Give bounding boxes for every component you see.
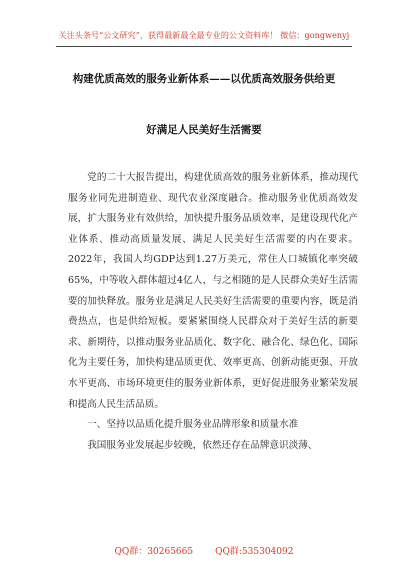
- body-paragraph-intro: 党的二十大报告提出，构建优质高效的服务业新体系，推动现代服务业同先进制造业、现代农业深度融合。推动服务业优质高效发展，扩大服务业有效供给，加快提升服务品质效率，是建设现代化产业体系、推动高质量发展、满足人民美好生活需要的内在要求。2022年，我国人均GDP达到1.27万美元，常住人口城镇化率突破65%，中等收入群体超过4亿人，与之相随的是人民群众美好生活需要的加快释放。服务业是满足人民美好生活需要的重要内容，既是消费热点，也是供给短板。要紧紧围绕人民群众对于美好生活的新要求、新期待，以推动服务业品质化、数字化、融合化、绿色化、国际化为主要任务，加快构建品质更优、效率更高、创新动能更强、开放水平更高、市场环境更佳的服务业新体系，更好促进服务业繁荣发展和提高人民生活品质。: [68, 172, 358, 410]
- header-divider: [56, 46, 352, 47]
- body-paragraph-section-1: 我国服务业发展起步较晚，依然还存在品牌意识淡薄、: [87, 439, 318, 451]
- document-title-line-2: 好满足人民美好生活需要: [146, 124, 262, 136]
- footer-qq-group-2: QQ群:535304092: [215, 547, 294, 557]
- document-body: [68, 168, 358, 456]
- footer-contact: [0, 544, 408, 557]
- header-notice: 关注头条号“公文研究”，获得最新最全最专业的公文资料库！ 微信：gongwenyj: [58, 31, 350, 40]
- section-heading-1: 一、坚持以品质化提升服务业品牌形象和质量水准: [87, 419, 299, 431]
- footer-qq-group-1: QQ群：30265665: [114, 547, 194, 557]
- document-title-line-1: 构建优质高效的服务业新体系——以优质高效服务供给更: [72, 73, 336, 85]
